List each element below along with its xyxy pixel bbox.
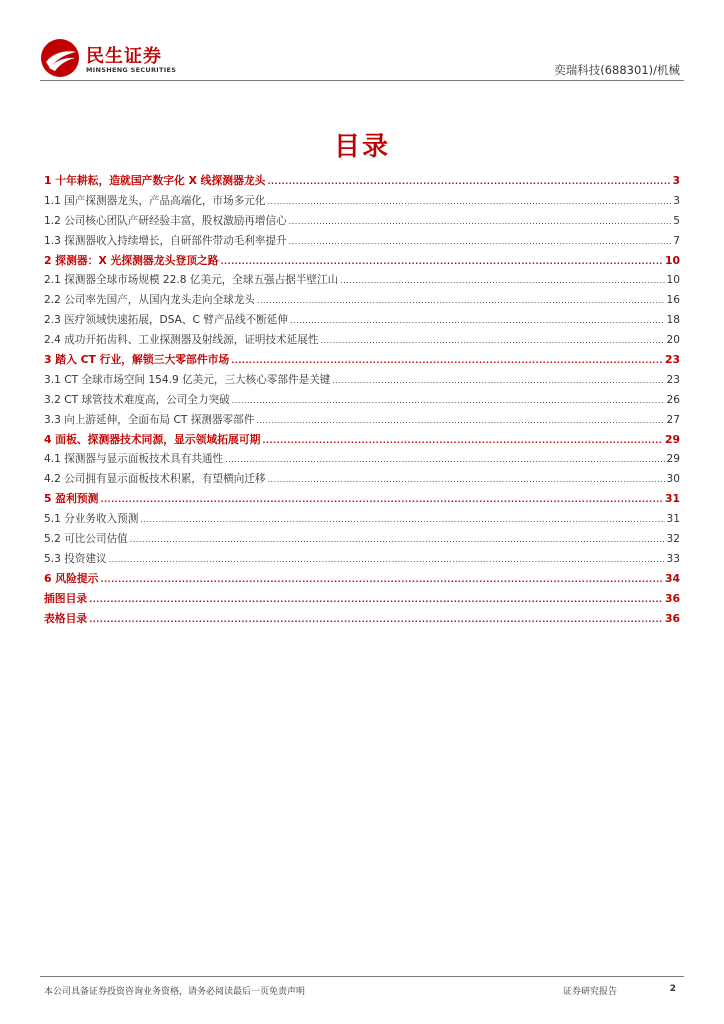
toc-entry-title: 1.2 公司核心团队产研经验丰富，股权激励再增信心: [44, 214, 287, 227]
company-logo: [40, 38, 240, 78]
minsheng-logo-icon: [40, 38, 80, 78]
toc-leader-dots: [320, 336, 664, 345]
toc-entry-title: 1.1 国产探测器龙头，产品高端化，市场多元化: [44, 194, 266, 207]
toc-entry-page: 36: [664, 611, 680, 625]
toc-entry[interactable]: [44, 451, 680, 471]
toc-entry-title: 5.3 投资建议: [44, 552, 107, 565]
toc-entry-page: 30: [666, 473, 680, 486]
toc-leader-dots: [267, 177, 670, 186]
toc-entry-title: 5.1 分业务收入预测: [44, 513, 139, 526]
toc-leader-dots: [232, 396, 665, 405]
toc-entry[interactable]: [44, 193, 680, 213]
toc-leader-dots: [109, 555, 665, 564]
toc-leader-dots: [289, 217, 672, 226]
toc-entry-page: 31: [664, 492, 680, 506]
toc-entry[interactable]: [44, 531, 680, 551]
toc-entry-page: 18: [666, 314, 680, 327]
report-subject: 奕瑞科技(688301)/机械: [554, 63, 680, 77]
toc-entry-title: 5.2 可比公司估值: [44, 533, 128, 546]
toc-leader-dots: [100, 495, 663, 504]
toc-leader-dots: [231, 356, 663, 365]
toc-entry-page: 23: [666, 373, 680, 386]
toc-leader-dots: [130, 535, 665, 544]
toc-entry-title: 4 面板、探测器技术同源，显示领域拓展可期: [44, 432, 261, 446]
toc-entry-title: 插图目录: [44, 591, 88, 605]
toc-entry[interactable]: [44, 213, 680, 233]
toc-entry[interactable]: [44, 471, 680, 491]
toc-leader-dots: [100, 575, 663, 584]
toc-leader-dots: [289, 237, 672, 246]
toc-entry[interactable]: [44, 432, 680, 452]
toc-entry[interactable]: [44, 392, 680, 412]
toc-entry-title: 3.3 向上游延伸，全面布局 CT 探测器零部件: [44, 413, 255, 426]
toc-entry-page: 10: [664, 253, 680, 267]
page-number: 2: [669, 984, 676, 994]
toc-leader-dots: [290, 316, 665, 325]
toc-entry-page: 33: [666, 552, 680, 565]
toc-entry-title: 2.4 成功开拓齿科、工业探测器及射线源，证明技术延展性: [44, 334, 319, 347]
logo-chinese-name: 民生证券: [86, 46, 162, 67]
toc-leader-dots: [89, 595, 663, 604]
toc-entry[interactable]: [44, 332, 680, 352]
toc-entry[interactable]: [44, 412, 680, 432]
toc-entry[interactable]: [44, 551, 680, 571]
toc-entry[interactable]: [44, 272, 680, 292]
toc-leader-dots: [262, 436, 663, 445]
toc-leader-dots: [140, 515, 664, 524]
toc-entry-title: 4.2 公司拥有显示面板技术积累，有望横向迁移: [44, 473, 266, 486]
footer-disclaimer: 本公司具备证券投资咨询业务资格，请务必阅读最后一页免责声明: [44, 987, 306, 997]
toc-entry-page: 23: [664, 353, 680, 367]
toc-leader-dots: [340, 276, 664, 285]
footer-report-type: 证券研究报告: [563, 987, 618, 997]
toc-entry-title: 1.3 探测器收入持续增长，自研部件带动毛利率提升: [44, 234, 287, 247]
toc-entry-page: 3: [673, 194, 680, 207]
toc-entry-page: 29: [666, 453, 680, 466]
toc-leader-dots: [268, 197, 672, 206]
toc-entry[interactable]: [44, 372, 680, 392]
toc-entry[interactable]: [44, 312, 680, 332]
toc-entry[interactable]: [44, 511, 680, 531]
toc-leader-dots: [256, 416, 664, 425]
toc-entry[interactable]: [44, 253, 680, 273]
toc-entry[interactable]: [44, 173, 680, 193]
toc-entry-title: 2.1 探测器全球市场规模 22.8 亿美元，全球五强占据半壁江山: [44, 274, 339, 287]
toc-entry-title: 4.1 探测器与显示面板技术具有共通性: [44, 453, 224, 466]
toc-entry-title: 3.1 CT 全球市场空间 154.9 亿美元，三大核心零部件是关键: [44, 373, 331, 386]
toc-entry-page: 5: [673, 214, 680, 227]
toc-entry-page: 29: [664, 432, 680, 446]
toc-entry[interactable]: [44, 611, 680, 631]
toc-entry[interactable]: [44, 292, 680, 312]
toc-entry-page: 7: [673, 234, 680, 247]
toc-title: 目录: [333, 132, 390, 162]
toc-entry-page: 16: [666, 294, 680, 307]
toc-entry[interactable]: [44, 591, 680, 611]
toc-leader-dots: [221, 257, 663, 266]
table-of-contents: [44, 173, 680, 630]
toc-entry-title: 2.2 公司率先国产，从国内龙头走向全球龙头: [44, 294, 255, 307]
logo-english-name: MINSHENG SECURITIES: [86, 66, 177, 74]
footer-divider: [40, 976, 684, 977]
toc-entry[interactable]: [44, 352, 680, 372]
toc-entry-title: 2.3 医疗领域快速拓展，DSA、C 臂产品线不断延伸: [44, 314, 288, 327]
toc-entry-page: 10: [666, 274, 680, 287]
toc-entry-title: 1 十年耕耘，造就国产数字化 X 线探测器龙头: [44, 174, 266, 187]
toc-entry-title: 3.2 CT 球管技术难度高，公司全力突破: [44, 393, 230, 406]
toc-entry-page: 20: [666, 334, 680, 347]
toc-entry-page: 31: [666, 513, 680, 526]
toc-entry-title: 2 探测器：X 光探测器龙头登顶之路: [44, 253, 219, 267]
toc-entry-title: 3 踏入 CT 行业，解锁三大零部件市场: [44, 353, 230, 367]
toc-leader-dots: [225, 455, 664, 464]
toc-leader-dots: [268, 475, 665, 484]
toc-entry-page: 32: [666, 533, 680, 546]
toc-entry-page: 36: [664, 591, 680, 605]
toc-leader-dots: [332, 376, 664, 385]
toc-entry-page: 3: [672, 174, 680, 187]
toc-entry-title: 6 风险提示: [44, 571, 99, 585]
toc-entry-page: 34: [664, 571, 680, 585]
header-divider: [40, 80, 684, 81]
toc-entry-page: 26: [666, 393, 680, 406]
toc-entry[interactable]: [44, 571, 680, 591]
toc-entry[interactable]: [44, 491, 680, 511]
toc-entry-page: 27: [666, 413, 680, 426]
toc-entry[interactable]: [44, 233, 680, 253]
toc-leader-dots: [89, 615, 663, 624]
toc-entry-title: 5 盈利预测: [44, 492, 99, 506]
toc-entry-title: 表格目录: [44, 611, 88, 625]
toc-leader-dots: [257, 296, 665, 305]
